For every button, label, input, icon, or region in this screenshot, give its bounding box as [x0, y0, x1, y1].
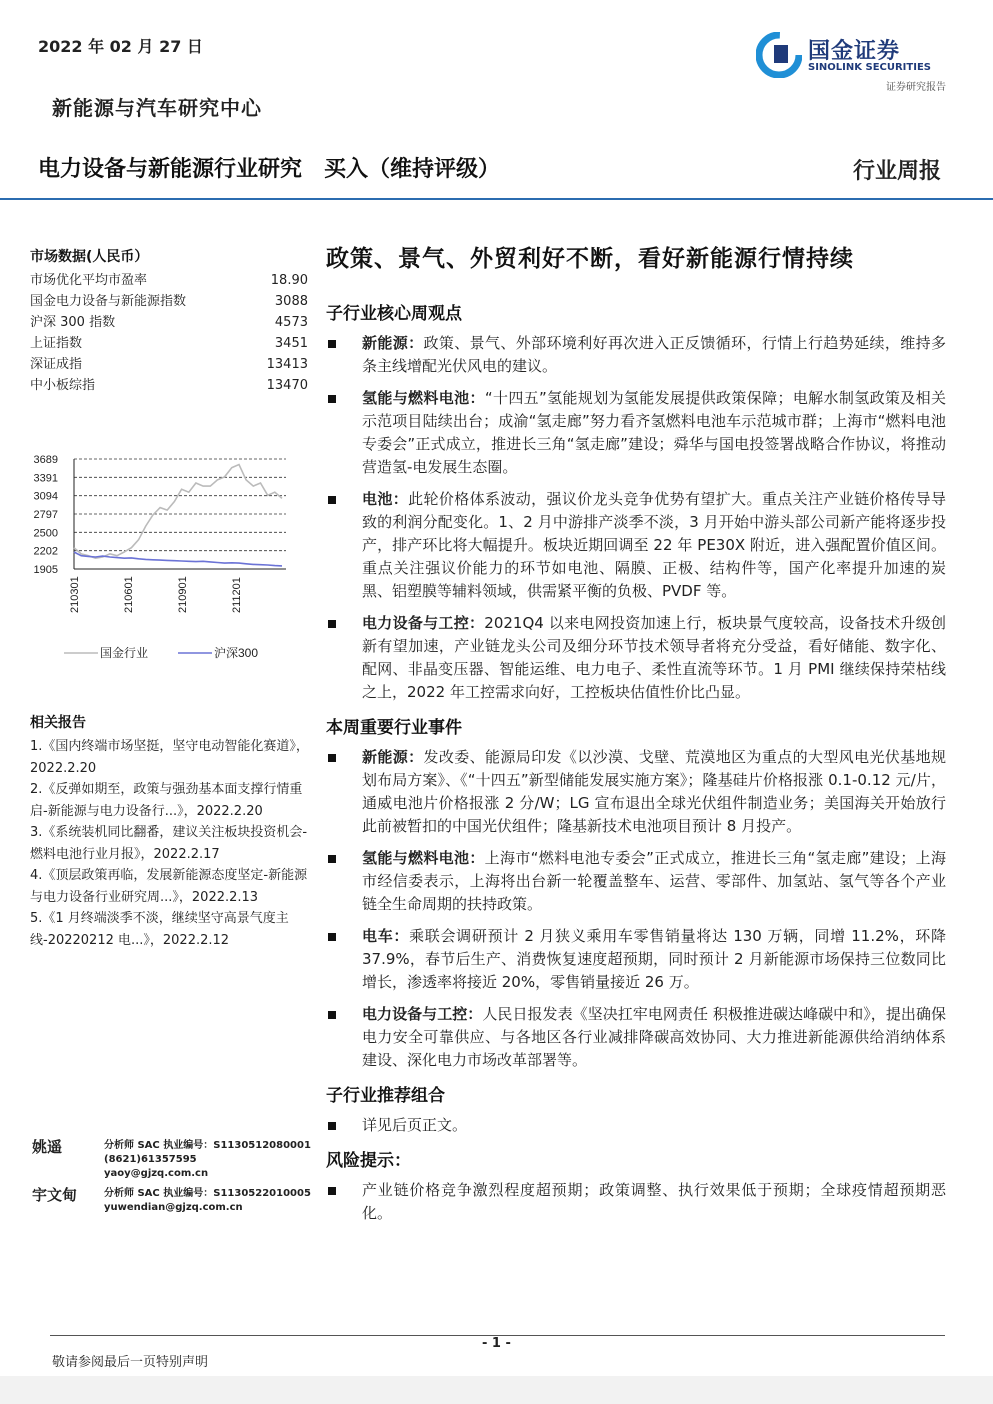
related-report-item[interactable]: 4.《顶层政策再临，发展新能源态度坚定-新能源与电力设备行业研究周...》，2022.2.13: [30, 868, 308, 905]
analyst-card-2: [32, 1184, 312, 1220]
bottom-bar: [0, 1376, 993, 1404]
bullet-item: [326, 925, 946, 994]
related-report-item[interactable]: 1.《国内终端市场坚挺，坚守电动智能化赛道》，2022.2.20: [30, 739, 309, 776]
market-data-label: 深证成指: [30, 357, 83, 372]
section-risk-title: 风险提示：: [326, 1151, 411, 1171]
y-tick-label: 2500: [33, 527, 58, 540]
section-core-views-title: 子行业核心周观点: [326, 304, 462, 324]
analyst-card-1: [32, 1136, 312, 1180]
section-events-title: 本周重要行业事件: [326, 718, 462, 738]
bullet-text: 2021Q4 以来电网投资加速上行，板块景气度较高，设备技术升级创新有望加速，产业链龙头公司及细分环节技术领导者将充分受益，看好储能、数字化、配网、非晶变压器、智能运维、电力电子、柔性直流等环节。1 月 PMI 继续保持荣枯线之上，2022 年工控需求向好，工控板块估值性价比凸显。: [362, 614, 946, 701]
section-portfolio-title: 子行业推荐组合: [326, 1086, 445, 1106]
market-data-value: 3088: [274, 294, 308, 309]
company-logo: [756, 32, 946, 93]
market-data-value: 18.90: [270, 273, 308, 288]
related-reports-title: 相关报告: [30, 715, 86, 731]
bullet-text: “十四五”氢能规划为氢能发展提供政策保障；电解水制氢政策及相关示范项目陆续出台；成渝“氢走廊”努力看齐氢燃料电池车示范城市群；上海市“燃料电池专委会”正式成立，推进长三角“氢走廊”建设；舜华与国电投签署战略合作协议，将推动营造氢-电发展生态圈。: [362, 389, 946, 476]
market-data-row: [30, 375, 308, 396]
index-line-chart: [28, 445, 298, 675]
bullet-text: 此轮价格体系波动，强议价龙头竞争优势有望扩大。重点关注产业链价格传导导致的利润分配变化。1、2 月中游排产淡季不淡，3 月开始中游头部公司新产能将逐步投产，排产环比将大幅提升。板块近期回调至 22 年 PE30X 附近，进入强配置价值区间。重点关注强议价能力的环节如电池、隔膜、正极、结构件等，国产化率提升加速的炭黑、铝塑膜等辅料领域，供需紧平衡的负极、PVDF 等。: [362, 490, 946, 600]
related-report-item[interactable]: 2.《反弹如期至，政策与强劲基本面支撑行情重启-新能源与电力设备行...》，2022.2.20: [30, 782, 303, 819]
analyst-email[interactable]: yaoy@gjzq.com.cn: [104, 1168, 209, 1179]
x-tick-label: 211201: [231, 577, 243, 613]
logo-en-text: SINOLINK SECURITIES: [808, 62, 931, 73]
market-data-label: 沪深 300 指数: [30, 315, 116, 330]
market-data-value: 4573: [274, 315, 308, 330]
section-events: [326, 746, 946, 1072]
report-type: 行业周报: [852, 158, 941, 184]
market-data-label: 市场优化平均市盈率: [30, 273, 148, 288]
index-chart: [28, 445, 298, 675]
bullet-item: [326, 847, 946, 916]
disclaimer-link[interactable]: 敬请参阅最后一页特别声明: [52, 1355, 209, 1370]
analyst-name: 宇文甸: [32, 1186, 78, 1204]
logo-cn-text: 国金证券: [808, 39, 901, 64]
main-content: [326, 240, 946, 1234]
y-tick-label: 3094: [33, 490, 58, 503]
logo-subtitle: 证券研究报告: [886, 82, 946, 93]
analyst-info: [104, 1187, 311, 1215]
market-data-row: [30, 312, 308, 333]
market-data-row: [30, 333, 308, 354]
analyst-email[interactable]: yuwendian@gjzq.com.cn: [104, 1202, 243, 1213]
related-reports: [30, 712, 320, 951]
bullet-text: 乘联会调研预计 2 月狭义乘用车零售销量将达 130 万辆，同增 11.2%，环降 37.9%，春节后生产、消费恢复速度超预期，同时预计 2 月新能源市场保持三位数同比增长，渗透率将接近 20%，零售销量接近 26 万。: [362, 927, 946, 991]
market-data-row: [30, 291, 308, 312]
market-data-label: 国金电力设备与新能源指数: [30, 294, 187, 309]
headline-industry: 电力设备与新能源行业研究: [38, 157, 303, 182]
bullet-heading: 电力设备与工控：: [362, 1005, 483, 1023]
bullet-text: 人民日报发表《坚决扛牢电网责任 积极推进碳达峰碳中和》，提出确保电力安全可靠供应、与各地区各行业减排降碳高效协同、大力推进新能源供给消纳体系建设、深化电力市场改革部署等。: [362, 1005, 946, 1069]
y-tick-label: 2797: [33, 509, 58, 521]
market-data-value: 13413: [266, 357, 308, 372]
research-center-name: 新能源与汽车研究中心: [52, 96, 262, 120]
section-portfolio: [326, 1114, 946, 1137]
x-tick-label: 210901: [177, 576, 189, 613]
main-title: 政策、景气、外贸利好不断，看好新能源行情持续: [326, 245, 854, 272]
header-divider: [0, 198, 993, 200]
y-tick-label: 2202: [33, 545, 58, 558]
report-date: 2022 年 02 月 27 日: [38, 37, 203, 56]
analyst-sac-number: 分析师 SAC 执业编号：S1130512080001: [104, 1140, 311, 1151]
bullet-item: [326, 1003, 946, 1072]
market-data-value: 13470: [266, 378, 308, 393]
market-data-panel: [30, 246, 308, 396]
bullet-item: [326, 1179, 946, 1225]
market-data-value: 3451: [274, 336, 308, 351]
related-report-item[interactable]: 3.《系统装机同比翻番，建议关注板块投资机会-燃料电池行业月报》，2022.2.17: [30, 825, 308, 862]
y-tick-label: 1905: [33, 564, 58, 576]
series-line: [74, 552, 282, 566]
bullet-heading: 电池：: [362, 490, 409, 508]
market-data-title: 市场数据(人民币）: [30, 249, 149, 265]
analyst-info: [104, 1139, 311, 1181]
market-data-label: 上证指数: [30, 336, 83, 351]
market-data-label: 中小板综指: [30, 378, 96, 393]
headline: [38, 152, 500, 183]
bullet-heading: 新能源：: [362, 334, 424, 352]
bullet-text: 上海市“燃料电池专委会”正式成立，推进长三角“氢走廊”建设；上海市经信委表示，上海将出台新一轮覆盖整车、运营、零部件、加氢站、氢气等各个产业链全生命周期的扶持政策。: [362, 849, 946, 913]
logo-mark-icon: [756, 32, 802, 78]
rating-label: 买入（维持评级）: [324, 157, 501, 182]
bullet-heading: 氢能与燃料电池：: [362, 389, 485, 407]
y-tick-label: 3689: [33, 454, 58, 466]
bullet-item: [326, 488, 946, 603]
market-data-row: [30, 270, 308, 291]
analyst-phone: (8621)61357595: [104, 1154, 197, 1165]
related-reports-list: [30, 736, 320, 952]
bullet-text: 发改委、能源局印发《以沙漠、戈壁、荒漠地区为重点的大型风电光伏基地规划布局方案》、《“十四五”新型储能发展实施方案》；隆基硅片价格报涨 0.1-0.12 元/片，通威电池片价格报涨 2 分/W；LG 宣布退出全球光伏组件制造业务；美国海关开始放行此前被暂扣的中国光伏组件；隆基新技术电池项目预计 8 月投产。: [362, 748, 946, 835]
market-data-list: [30, 270, 308, 396]
analyst-name: 姚遥: [32, 1138, 63, 1156]
x-tick-label: 210301: [69, 576, 81, 613]
bullet-item: [326, 1114, 946, 1137]
bullet-item: [326, 612, 946, 704]
analyst-sac-number: 分析师 SAC 执业编号：S1130522010005: [104, 1188, 311, 1199]
bullet-heading: 电车：: [362, 927, 410, 945]
bullet-item: [326, 387, 946, 479]
related-report-item[interactable]: 5.《1 月终端淡季不淡，继续坚守高景气度主线-20220212 电...》，2022.2.12: [30, 911, 289, 948]
bullet-item: [326, 746, 946, 838]
bullet-heading: 氢能与燃料电池：: [362, 849, 485, 867]
page-number: - 1 -: [482, 1336, 511, 1351]
section-risk: [326, 1179, 946, 1225]
bullet-heading: 电力设备与工控：: [362, 614, 485, 632]
market-data-row: [30, 354, 308, 375]
legend-label: 国金行业: [100, 646, 149, 660]
bullet-heading: 新能源：: [362, 748, 424, 766]
section-core-views: [326, 332, 946, 704]
y-tick-label: 3391: [33, 472, 58, 485]
bullet-item: [326, 332, 946, 378]
x-tick-label: 210601: [123, 576, 135, 613]
series-line: [74, 465, 282, 559]
bullet-text: 详见后页正文。: [362, 1116, 468, 1134]
legend-label: 沪深300: [214, 646, 259, 660]
bullet-text: 产业链价格竞争激烈程度超预期；政策调整、执行效果低于预期；全球疫情超预期恶化。: [362, 1181, 946, 1222]
bullet-text: 政策、景气、外部环境利好再次进入正反馈循环，行情上行趋势延续，维持多条主线增配光伏风电的建议。: [362, 334, 946, 375]
